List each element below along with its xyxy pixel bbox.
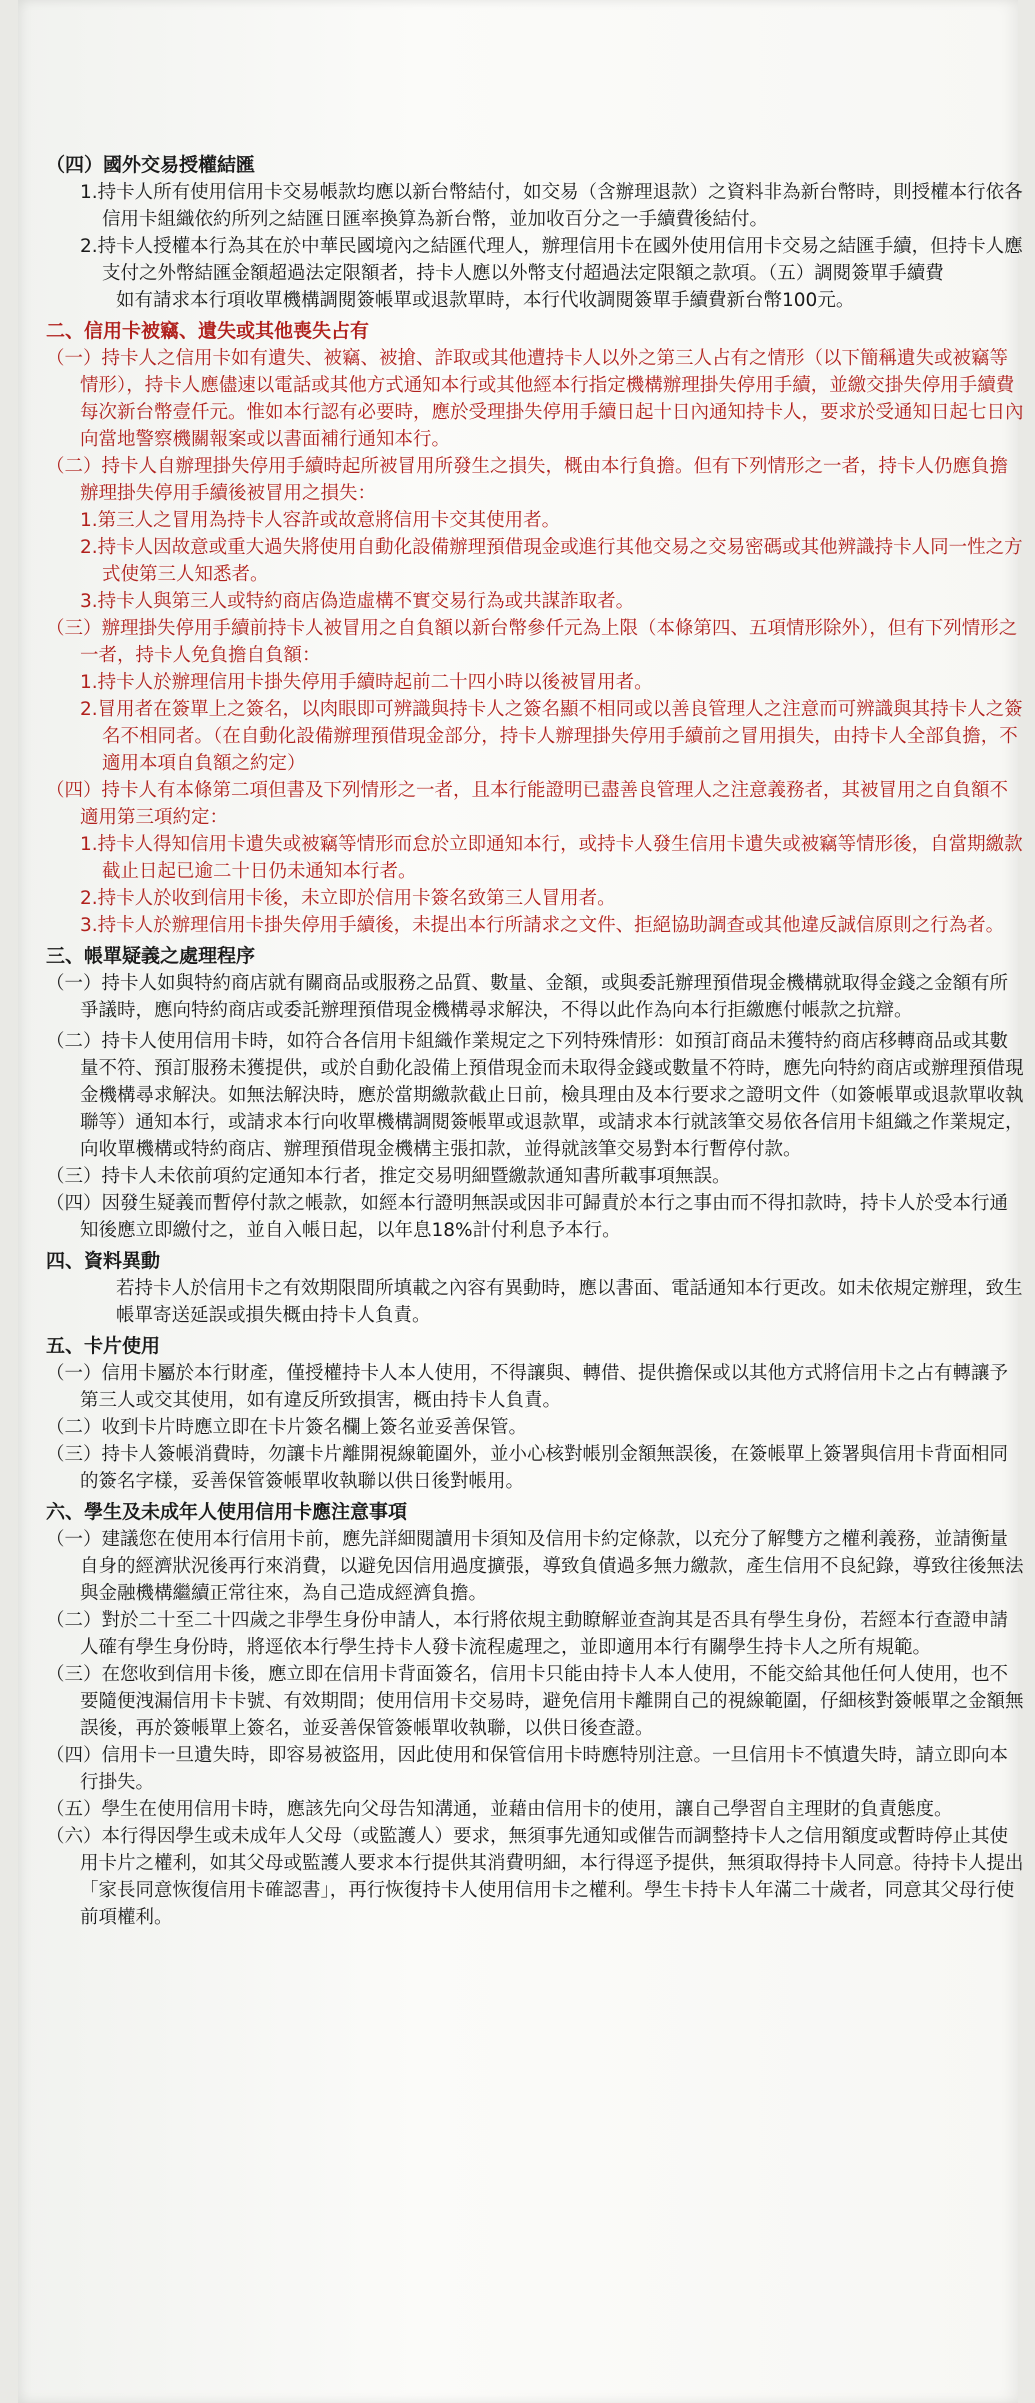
lost-card-clause-4-item-1: 1.持卡人得知信用卡遺失或被竊等情形而怠於立即通知本行，或持卡人發生信用卡遺失或被竊等情形後，自當期繳款截止日起已逾二十日仍未通知本行者。 (80, 834, 1023, 882)
lost-card-clause-2-item-1: 1.第三人之冒用為持卡人容許或故意將信用卡交其使用者。 (80, 510, 561, 531)
lost-card-clause-3: （三）辦理掛失停用手續前持卡人被冒用之自負額以新台幣參仟元為上限（本條第四、五項情形除外），但有下列情形之一者，持卡人免負擔自負額： (46, 618, 1018, 666)
foreign-settlement-clause-1: 1.持卡人所有使用信用卡交易帳款均應以新台幣結付，如交易（含辦理退款）之資料非為新台幣時，則授權本行依各信用卡組織依約所列之結匯日匯率換算為新台幣，並加收百分之一手續費後結付。 (80, 182, 1023, 230)
lost-card-clause-1: （一）持卡人之信用卡如有遺失、被竊、被搶、詐取或其他遭持卡人以外之第三人占有之情形（以下簡稱遺失或被竊等情形），持卡人應儘速以電話或其他方式通知本行或其他經本行指定機構辦理掛失停用手續，並繳交掛失停用手續費每次新台幣壹仟元。惟如本行認有必要時，應於受理掛失停用手續日起十日內通知持卡人，要求於受通知日起七日內向當地警察機關報案或以書面補行通知本行。 (46, 348, 1024, 450)
student-minor-clause-3: （三）在您收到信用卡後，應立即在信用卡背面簽名，信用卡只能由持卡人本人使用，不能交給其他任何人使用，也不要隨便洩漏信用卡卡號、有效期間；使用信用卡交易時，避免信用卡離開自己的視線範圍，仔細核對簽帳單之金額無誤後，再於簽帳單上簽名，並妥善保管簽帳單收執聯，以供日後查證。 (46, 1664, 1024, 1739)
section-lost-card-title: 二、信用卡被竊、遺失或其他喪失占有 (46, 320, 370, 342)
lost-card-clause-2-item-2: 2.持卡人因故意或重大過失將使用自動化設備辦理預借現金或進行其他交易之交易密碼或其他辨識持卡人同一性之方式使第三人知悉者。 (80, 537, 1023, 585)
data-change-clause: 若持卡人於信用卡之有效期限間所填載之內容有異動時，應以書面、電話通知本行更改。如未依規定辦理，致生帳單寄送延誤或損失概由持卡人負責。 (116, 1278, 1023, 1326)
foreign-settlement-clause-2: 2.持卡人授權本行為其在於中華民國境內之結匯代理人，辦理信用卡在國外使用信用卡交易之結匯手續，但持卡人應支付之外幣結匯金額超過法定限額者，持卡人應以外幣支付超過法定限額之款項。（五）調閱簽單手續費 (80, 236, 1023, 284)
section-foreign-settlement-title: （四）國外交易授權結匯 (46, 154, 256, 176)
billing-dispute-clause-2: （二）持卡人使用信用卡時，如符合各信用卡組織作業規定之下列特殊情形：如預訂商品未獲特約商店移轉商品或其數量不符、預訂服務未獲提供，或於自動化設備上預借現金而未取得金錢或數量不符時，應先向特約商店或辦理預借現金機構尋求解決。如無法解決時，應於當期繳款截止日前，檢具理由及本行要求之證明文件（如簽帳單或退款單收執聯等）通知本行，或請求本行向收單機構調閱簽帳單或退款單，或請求本行就該筆交易依各信用卡組織之作業規定，向收單機構或特約商店、辦理預借現金機構主張扣款，並得就該筆交易對本行暫停付款。 (46, 1031, 1024, 1160)
section-data-change-title: 四、資料異動 (46, 1250, 161, 1272)
terms-content (46, 148, 1026, 1931)
section-card-usage-title: 五、卡片使用 (46, 1335, 161, 1357)
lost-card-clause-3-item-2: 2.冒用者在簽單上之簽名，以肉眼即可辨識與持卡人之簽名顯不相同或以善良管理人之注意而可辨識與其持卡人之簽名不相同者。（在自動化設備辦理預借現金部分，持卡人辦理掛失停用手續前之冒用損失，由持卡人全部負擔，不適用本項自負額之約定） (80, 699, 1023, 774)
lost-card-clause-2-item-3: 3.持卡人與第三人或特約商店偽造虛構不實交易行為或共謀詐取者。 (80, 591, 635, 612)
student-minor-clause-1: （一）建議您在使用本行信用卡前，應先詳細閱讀用卡須知及信用卡約定條款，以充分了解雙方之權利義務，並請衡量自身的經濟狀況後再行來消費，以避免因信用過度擴張，導致負債過多無力繳款，產生信用不良紀錄，導致往後無法與金融機構繼續正常往來，為自己造成經濟負擔。 (46, 1529, 1024, 1604)
lost-card-clause-4-item-3: 3.持卡人於辦理信用卡掛失停用手續後，未提出本行所請求之文件、拒絕協助調查或其他違反誠信原則之行為者。 (80, 915, 1005, 936)
student-minor-clause-6: （六）本行得因學生或未成年人父母（或監護人）要求，無須事先通知或催告而調整持卡人之信用額度或暫時停止其使用卡片之權利，如其父母或監護人要求本行提供其消費明細，本行得逕予提供，無須取得持卡人同意。待持卡人提出「家長同意恢復信用卡確認書」，再行恢復持卡人使用信用卡之權利。學生卡持卡人年滿二十歲者，同意其父母行使前項權利。 (46, 1826, 1024, 1928)
student-minor-clause-5: （五）學生在使用信用卡時，應該先向父母告知溝通，並藉由信用卡的使用，讓自己學習自主理財的負責態度。 (46, 1799, 953, 1820)
section-student-minor-title: 六、學生及未成年人使用信用卡應注意事項 (46, 1501, 408, 1523)
card-usage-clause-1: （一）信用卡屬於本行財產，僅授權持卡人本人使用，不得讓與、轉借、提供擔保或以其他方式將信用卡之占有轉讓予第三人或交其使用，如有違反所致損害，概由持卡人負責。 (46, 1363, 1009, 1411)
billing-dispute-clause-1: （一）持卡人如與特約商店就有關商品或服務之品質、數量、金額，或與委託辦理預借現金機構就取得金錢之金額有所爭議時，應向特約商店或委託辦理預借現金機構尋求解決，不得以此作為向本行拒繳應付帳款之抗辯。 (46, 973, 1009, 1021)
student-minor-clause-2: （二）對於二十至二十四歲之非學生身份申請人，本行將依規主動瞭解並查詢其是否具有學生身份，若經本行查證申請人確有學生身份時，將逕依本行學生持卡人發卡流程處理之，並即適用本行有關學生持卡人之所有規範。 (46, 1610, 1009, 1658)
document-page (18, 0, 1024, 2403)
lost-card-clause-3-item-1: 1.持卡人於辦理信用卡掛失停用手續時起前二十四小時以後被冒用者。 (80, 672, 653, 693)
retrieval-fee-clause: 如有請求本行項收單機構調閱簽帳單或退款單時，本行代收調閱簽單手續費新台幣100元。 (116, 290, 855, 311)
lost-card-clause-2: （二）持卡人自辦理掛失停用手續時起所被冒用所發生之損失，概由本行負擔。但有下列情形之一者，持卡人仍應負擔辦理掛失停用手續後被冒用之損失： (46, 456, 1009, 504)
card-usage-clause-2: （二）收到卡片時應立即在卡片簽名欄上簽名並妥善保管。 (46, 1417, 528, 1438)
card-usage-clause-3: （三）持卡人簽帳消費時，勿讓卡片離開視線範圍外，並小心核對帳別金額無誤後，在簽帳單上簽署與信用卡背面相同的簽名字樣，妥善保管簽帳單收執聯以供日後對帳用。 (46, 1444, 1009, 1492)
lost-card-clause-4-item-2: 2.持卡人於收到信用卡後，未立即於信用卡簽名致第三人冒用者。 (80, 888, 616, 909)
billing-dispute-clause-3: （三）持卡人未依前項約定通知本行者，推定交易明細暨繳款通知書所載事項無誤。 (46, 1166, 731, 1187)
student-minor-clause-4: （四）信用卡一旦遺失時，即容易被盜用，因此使用和保管信用卡時應特別注意。一旦信用卡不慎遺失時，請立即向本行掛失。 (46, 1745, 1009, 1793)
section-billing-dispute-title: 三、帳單疑義之處理程序 (46, 945, 256, 967)
lost-card-clause-4: （四）持卡人有本條第二項但書及下列情形之一者，且本行能證明已盡善良管理人之注意義務者，其被冒用之自負額不適用第三項約定： (46, 780, 1009, 828)
billing-dispute-clause-4: （四）因發生疑義而暫停付款之帳款，如經本行證明無誤或因非可歸責於本行之事由而不得扣款時，持卡人於受本行通知後應立即繳付之，並自入帳日起，以年息18%計付利息予本行。 (46, 1193, 1009, 1241)
